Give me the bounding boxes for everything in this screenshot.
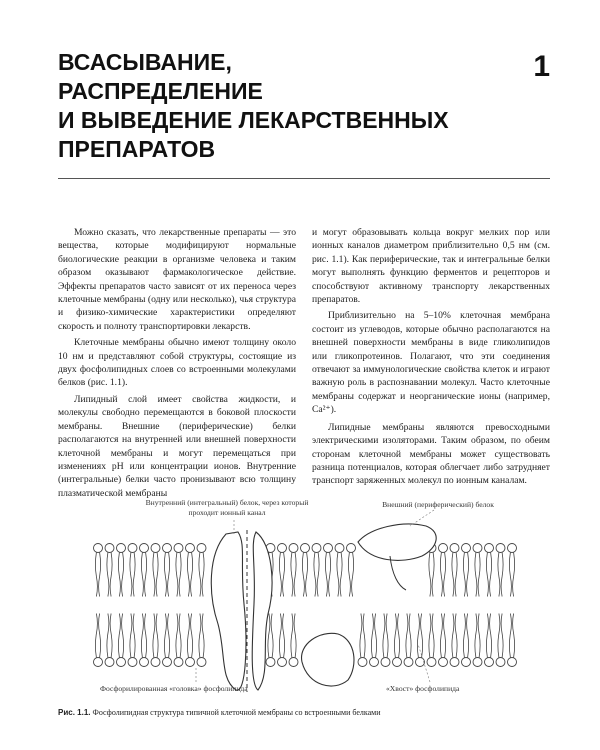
phospholipid-head — [473, 658, 482, 667]
paragraph: Липидные мембраны являются превосходными электрическими изоляторами. Таким образом, по обеим сторонам клеточной мембраны может существовать разница потенциалов, которая облегчает либо затрудняет транспорт заряженных молекул по ионным каналам. — [312, 421, 550, 487]
phospholipid-tail — [176, 553, 178, 597]
phospholipid-tail — [199, 553, 201, 597]
membrane-figure — [58, 494, 550, 704]
phospholipid-head — [347, 544, 356, 553]
phospholipid-tail — [191, 614, 193, 658]
phospholipid-tail — [486, 553, 488, 597]
phospholipid-tail — [306, 553, 308, 597]
phospholipid-head — [140, 658, 149, 667]
phospholipid-tail — [145, 614, 147, 658]
phospholipid-tail — [352, 553, 354, 597]
phospholipid-head — [94, 658, 103, 667]
phospholipid-tail — [95, 553, 97, 597]
phospholipid-tail — [513, 553, 515, 597]
phospholipid-tail — [325, 553, 327, 597]
phospholipid-head — [140, 544, 149, 553]
phospholipid-tail — [153, 553, 155, 597]
phospholipid-head — [163, 658, 172, 667]
chapter-title-line: И ВЫВЕДЕНИЕ ЛЕКАРСТВЕННЫХ — [58, 107, 449, 133]
phospholipid-tail — [314, 553, 316, 597]
phospholipid-tail — [337, 553, 339, 597]
phospholipid-tail — [501, 553, 503, 597]
phospholipid-head — [393, 658, 402, 667]
phospholipid-head — [278, 544, 287, 553]
figure-caption — [58, 708, 550, 718]
peripheral-protein — [390, 556, 406, 590]
phospholipid-tail — [371, 614, 373, 658]
phospholipid-tail — [498, 614, 500, 658]
phospholipid-tail — [156, 553, 158, 597]
phospholipid-tail — [363, 614, 365, 658]
phospholipid-tail — [187, 614, 189, 658]
phospholipid-tail — [398, 614, 400, 658]
phospholipid-tail — [406, 614, 408, 658]
phospholipid-tail — [302, 553, 304, 597]
paragraph: Липидный слой имеет свойства жидкости, и молекулы свободно перемещаются в боковой плоскости мембраны. Внешние (периферические) белки располагаются на внутренней или внешней поверхности клеточной мембраны и могут перемещаться при изменениях pH или концентрации ионов. Внутренние (интегральные) белки часто пронизывают всю толщину плазматической мембраны — [58, 393, 296, 499]
phospholipid-head — [508, 544, 517, 553]
phospholipid-tail — [164, 553, 166, 597]
phospholipid-tail — [463, 614, 465, 658]
phospholipid-head — [186, 544, 195, 553]
phospholipid-tail — [164, 614, 166, 658]
phospholipid-tail — [168, 553, 170, 597]
phospholipid-tail — [271, 614, 273, 658]
phospholipid-tail — [95, 614, 97, 658]
phospholipid-head — [197, 658, 206, 667]
phospholipid-tail — [329, 553, 331, 597]
phospholipid-tail — [118, 614, 120, 658]
label-leader — [410, 510, 434, 526]
phospholipid-head — [163, 544, 172, 553]
phospholipid-tail — [486, 614, 488, 658]
phospholipid-tail — [475, 553, 477, 597]
phospholipid-tail — [118, 553, 120, 597]
phospholipid-tail — [122, 614, 124, 658]
phospholipid-tail — [202, 553, 204, 597]
phospholipid-tail — [452, 553, 454, 597]
phospholipid-tail — [99, 614, 101, 658]
phospholipid-tail — [490, 553, 492, 597]
paragraph: Приблизительно на 5–10% клеточная мембрана состоит из углеводов, которые обычно располагаются на внешней поверхности мембраны в виде гликолипидов или гликопротеинов. Полагают, что эти соединения отвечают за иммунологические свойства клеток и играют важную роль в распознавании молекул. Часто клеточные мембраны содержат и неорганические ионы (например, Ca²⁺). — [312, 310, 550, 416]
phospholipid-head — [174, 658, 183, 667]
phospholipid-tail — [130, 553, 132, 597]
phospholipid-tail — [156, 614, 158, 658]
phospholipid-tail — [478, 553, 480, 597]
phospholipid-tail — [110, 553, 112, 597]
paragraph: и могут образовывать кольца вокруг мелких пор или ионных каналов диаметром приблизительно 0,5 нм (см. рис. 1.1). Как периферические, так и интегральные белки могут выполнять функцию ферментов и рецепторов и способствуют активному транспорту лекарственных препаратов. — [312, 227, 550, 306]
chapter-number: 1 — [533, 50, 550, 83]
phospholipid-tail — [360, 614, 362, 658]
membrane-diagram — [58, 494, 550, 704]
phospholipid-head — [197, 544, 206, 553]
phospholipid-tail — [490, 614, 492, 658]
phospholipid-tail — [467, 614, 469, 658]
phospholipid-head — [404, 658, 413, 667]
phospholipid-tail — [383, 614, 385, 658]
phospholipid-head — [266, 658, 275, 667]
phospholipid-tail — [475, 614, 477, 658]
phospholipid-tail — [421, 614, 423, 658]
phospholipid-head — [151, 658, 160, 667]
label-peripheral-protein: Внешний (периферический) белок — [382, 500, 494, 509]
chapter-title — [58, 48, 528, 164]
phospholipid-head — [416, 658, 425, 667]
phospholipid-tail — [317, 553, 319, 597]
chapter-title-line: ПРЕПАРАТОВ — [58, 136, 216, 162]
phospholipid-tail — [107, 614, 109, 658]
caption-text: Фосфолипидная структура типичной клеточной мембраны со встроенными белками — [92, 708, 381, 717]
phospholipid-tail — [463, 553, 465, 597]
phospholipid-tail — [110, 614, 112, 658]
paragraph: Клеточные мембраны обычно имеют толщину около 10 нм и представляют собой структуры, состоящие из двух фосфолипидных слоев со встроенными молекулами белков (рис. 1.1). — [58, 337, 296, 389]
phospholipid-tail — [191, 553, 193, 597]
phospholipid-head — [186, 658, 195, 667]
phospholipid-tail — [291, 614, 293, 658]
phospholipid-head — [105, 544, 114, 553]
phospholipid-tail — [294, 614, 296, 658]
phospholipid-head — [278, 658, 287, 667]
phospholipid-head — [174, 544, 183, 553]
phospholipid-head — [450, 544, 459, 553]
phospholipid-tail — [130, 614, 132, 658]
phospholipid-head — [105, 658, 114, 667]
chapter-title-line: РАСПРЕДЕЛЕНИЕ — [58, 78, 263, 104]
phospholipid-tail — [394, 614, 396, 658]
peripheral-protein — [358, 524, 436, 560]
phospholipid-tail — [444, 614, 446, 658]
phospholipid-tail — [467, 553, 469, 597]
phospholipid-head — [439, 658, 448, 667]
phospholipid-tail — [199, 614, 201, 658]
caption-label: Рис. 1.1. — [58, 708, 91, 717]
integral-protein — [302, 633, 354, 686]
phospholipid-tail — [513, 614, 515, 658]
phospholipid-head — [450, 658, 459, 667]
phospholipid-head — [485, 658, 494, 667]
phospholipid-tail — [141, 553, 143, 597]
phospholipid-tail — [283, 553, 285, 597]
phospholipid-tail — [179, 614, 181, 658]
phospholipid-head — [496, 544, 505, 553]
phospholipid-tail — [429, 553, 431, 597]
phospholipid-head — [427, 658, 436, 667]
phospholipid-tail — [107, 553, 109, 597]
phospholipid-tail — [432, 553, 434, 597]
phospholipid-tail — [145, 553, 147, 597]
phospholipid-tail — [187, 553, 189, 597]
phospholipid-tail — [509, 614, 511, 658]
phospholipid-tail — [440, 614, 442, 658]
phospholipid-tail — [386, 614, 388, 658]
phospholipid-tail — [133, 614, 135, 658]
phospholipid-tail — [153, 614, 155, 658]
phospholipid-tail — [409, 614, 411, 658]
phospholipid-head — [94, 544, 103, 553]
phospholipid-tail — [141, 614, 143, 658]
phospholipid-tail — [176, 614, 178, 658]
phospholipid-tail — [179, 553, 181, 597]
phospholipid-tail — [340, 553, 342, 597]
phospholipid-tail — [268, 614, 270, 658]
phospholipid-tail — [432, 614, 434, 658]
phospholipid-head — [485, 544, 494, 553]
phospholipid-head — [301, 544, 310, 553]
phospholipid-head — [358, 658, 367, 667]
phospholipid-head — [462, 658, 471, 667]
phospholipid-tail — [455, 553, 457, 597]
phospholipid-head — [128, 658, 137, 667]
phospholipid-head — [508, 658, 517, 667]
phospholipid-head — [462, 544, 471, 553]
phospholipid-tail — [444, 553, 446, 597]
phospholipid-tail — [294, 553, 296, 597]
phospholipid-head — [117, 658, 126, 667]
phospholipid-tail — [478, 614, 480, 658]
label-phospholipid-head: Фосфорилированная «головка» фосфолипида — [100, 684, 248, 693]
phospholipid-tail — [122, 553, 124, 597]
chapter-title-line: ВСАСЫВАНИЕ, — [58, 49, 232, 75]
phospholipid-head — [381, 658, 390, 667]
label-integral-protein: Внутренний (интегральный) белок, через который проходит ионный канал — [145, 498, 309, 517]
phospholipid-tail — [509, 553, 511, 597]
phospholipid-head — [312, 544, 321, 553]
phospholipid-head — [439, 544, 448, 553]
paragraph: Можно сказать, что лекарственные препараты — это вещества, которые модифицируют нормальные биологические реакции в организме человека и таким образом оказывают фармакологическое действие. Эффекты препаратов часто зависят от их переноса через клеточные мембраны (одну или несколько), чья структура и физико-химические характеристики определяют скорость и полноту транспортировки лекарств. — [58, 227, 296, 332]
phospholipid-head — [473, 544, 482, 553]
phospholipid-tail — [498, 553, 500, 597]
phospholipid-head — [324, 544, 333, 553]
title-rule — [58, 178, 550, 179]
label-phospholipid-tail: «Хвост» фосфолипида — [386, 684, 460, 693]
phospholipid-head — [289, 658, 298, 667]
phospholipid-head — [496, 658, 505, 667]
phospholipid-tail — [440, 553, 442, 597]
phospholipid-head — [128, 544, 137, 553]
text-column-right — [312, 226, 550, 491]
phospholipid-tail — [168, 614, 170, 658]
phospholipid-tail — [429, 614, 431, 658]
phospholipid-tail — [375, 614, 377, 658]
phospholipid-head — [151, 544, 160, 553]
phospholipid-head — [335, 544, 344, 553]
phospholipid-head — [117, 544, 126, 553]
phospholipid-tail — [99, 553, 101, 597]
phospholipid-tail — [501, 614, 503, 658]
phospholipid-tail — [348, 553, 350, 597]
phospholipid-head — [370, 658, 379, 667]
phospholipid-tail — [291, 553, 293, 597]
phospholipid-tail — [279, 553, 281, 597]
text-column-left — [58, 226, 296, 503]
phospholipid-tail — [455, 614, 457, 658]
phospholipid-tail — [202, 614, 204, 658]
phospholipid-tail — [452, 614, 454, 658]
phospholipid-tail — [279, 614, 281, 658]
phospholipid-tail — [133, 553, 135, 597]
phospholipid-tail — [283, 614, 285, 658]
phospholipid-head — [289, 544, 298, 553]
integral-protein — [211, 532, 246, 690]
phospholipid-tail — [417, 614, 419, 658]
